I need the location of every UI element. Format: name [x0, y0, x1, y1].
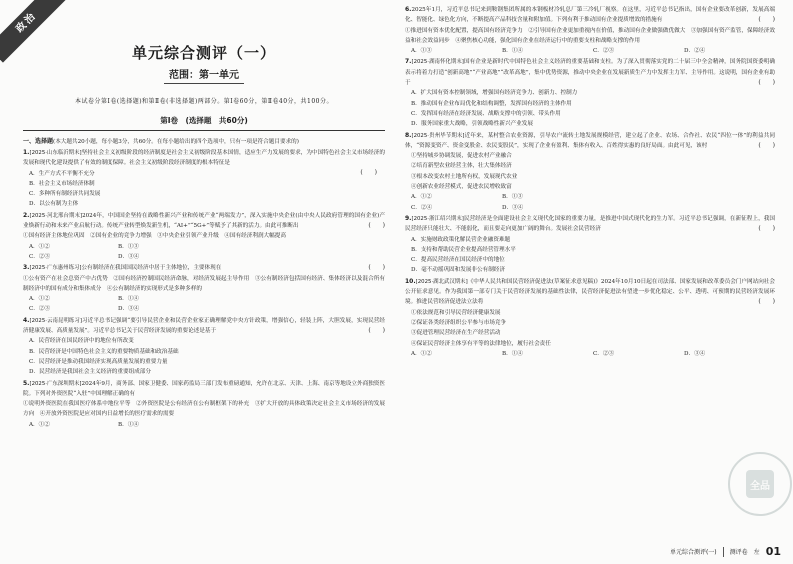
- question-6: [405, 5, 775, 46]
- option: B．推动国有企业布局优化和结构调整，发挥国有经济的主体作用: [411, 100, 572, 107]
- answer-blank: ( ): [758, 298, 775, 306]
- question-3: [23, 263, 385, 294]
- section-instructions: [23, 137, 385, 147]
- question-text: 《中华人民共和国民营经济促进法(草案征求意见稿)》2024年10月10日起在司法部、国家发展和改革委员会门户网站向社会公开征求意见。作为我国第一部专门关于民营经济发展的基础性法律，民营经济促进法有望进一步优化稳定、公平、透明、可预期的民营经济发展环境。推进民营经济促进法立法将: [405, 278, 776, 306]
- answer-blank: ( ): [758, 79, 775, 87]
- options-row: [23, 420, 385, 430]
- page-title: 单元综合测评（一）: [131, 44, 276, 62]
- question-8: [405, 131, 775, 152]
- question-number: 2.: [23, 211, 30, 219]
- option: A．①②: [29, 421, 50, 428]
- question-number: 3.: [23, 264, 30, 272]
- answer-blank: ( ): [758, 141, 775, 149]
- option: B．支持和帮助民营企业提高经营管理水平: [411, 246, 516, 253]
- exam-intro: 本试卷分第Ⅰ卷(选择题)和第Ⅱ卷(非选择题)两部分。第Ⅰ卷60分，第Ⅱ卷40分，共100分。: [75, 98, 333, 105]
- option: C．②③: [29, 306, 51, 313]
- question-text: 国有企业是新时代中国特色社会主义经济的重要基础和支柱。为了深入贯彻落实党的二十届三中全会精神，国务院国资委明确表示将着力打造“创新高地”“产业高地”“改革高地”，集中优势资源，推动中央企业在发展新质生产力中发挥主力军、主导作用。这说明，国有企业有助于: [405, 59, 775, 87]
- question-source: [2025·云南昆明练习]: [29, 317, 82, 324]
- watermark-logo: 全品: [746, 470, 774, 498]
- option: C．多种所有制经济共同发展: [29, 191, 101, 198]
- options-row: [23, 252, 385, 262]
- question-text: 坚持社会主义初级阶段的经济制度是社会主义初级阶段基本国情，适应生产力发展的要求，为中国特色社会主义市场经济的发展和现代化建设提供了有效的制度保障。社会主义初级阶段经济制度的根本特征是: [23, 150, 385, 167]
- statements: ①国有经济主体地位巩固 ②国有企业的竞争力增强 ③中央企业引领产业升级 ④国有经济利润大幅提高: [23, 233, 286, 240]
- option: C．②③: [593, 350, 615, 357]
- question-number: 1.: [23, 149, 30, 156]
- answer-blank: ( ): [360, 169, 377, 176]
- question-source: [2025·河北邢台期末]: [29, 212, 83, 219]
- options-row: [23, 294, 385, 304]
- left-column: [23, 0, 385, 430]
- question-number: 9.: [405, 214, 412, 222]
- question-number: 7.: [405, 58, 412, 66]
- option: A．扩大国有资本控制领域，增强国有经济竞争力、创新力、控制力: [411, 90, 578, 97]
- option: B．①④: [502, 350, 523, 357]
- question-text: 近年来，某村整合农业资源，引导农户流转土地发展规模经营，建立起了企业、农场、合作社、农民“四位一体”的利益共同体，“资源变资产、资金变股金、农民变股民”，实现了企业有盈利、集体有收入、百姓得实惠的良好局面。由此可见，该村: [405, 132, 775, 149]
- question-4: [23, 316, 385, 337]
- option: A．①②: [411, 350, 432, 357]
- option: A．①③: [411, 48, 432, 55]
- option: B．民营经济是中国特色社会主义的重要物质基础和政治基础: [29, 348, 179, 355]
- question-number: 10.: [405, 277, 416, 285]
- option: C．②③: [29, 253, 51, 260]
- question-text: 2024年，中国国企坚持在战略性新兴产业和传统产业“两端发力”，深入实施中央企业(由中央人民政府管理的国有企业)产业焕新行动和未来产业启航行动。传统产业转型焕发新生机，“AI+”“5G+”等赋予了其新的活力。由此可推断出: [23, 212, 386, 230]
- section-description: (本大题共20小题，每小题3分，共60分。在每小题给出的四个选项中，只有一项是符合题目要求的): [53, 139, 299, 145]
- option: C．提高民营经济在国民经济中的地位: [411, 257, 505, 264]
- question-number: 8.: [405, 131, 412, 139]
- options-row: [405, 46, 775, 56]
- statement: ②保证各类经济组织公平参与市场竞争: [411, 319, 507, 326]
- answer-blank: ( ): [758, 16, 775, 24]
- page-footer: [670, 545, 781, 558]
- question-text: 习近平总书记强调“要引导民营企业和民营企业家正确理解党中央方针政策，增强信心，轻装上阵，大胆发展，实现民营经济健康发展、高质量发展”。习近平总书记关于民营经济发展的重要论述是基于: [23, 317, 385, 335]
- statement: ④保证民营经济主体享有平等的法律地位，履行社会责任: [411, 340, 551, 347]
- option: B．社会主义市场经济体制: [29, 180, 95, 187]
- question-text: 公有制经济在我国国民经济中居于主体地位，主要体现在: [81, 265, 222, 272]
- right-column: [405, 4, 775, 359]
- question-5: [23, 379, 385, 420]
- publisher-watermark: [728, 452, 792, 516]
- option: B．①④: [118, 296, 139, 303]
- footer-label: 单元综合测评(一): [669, 549, 717, 556]
- options-row: [23, 242, 385, 252]
- page-subtitle: 范围：第一单元: [169, 70, 239, 81]
- question-source: [2025·湖北武汉期末]: [415, 278, 468, 285]
- option: C．②③: [593, 48, 615, 55]
- subtitle-underline: [164, 83, 244, 84]
- options-row: [405, 203, 775, 213]
- statements: ①说明外资医院在我国医疗体系中地位平等 ②外资医院是公有经济在公有制框架下的补充 ③扩大开放的具体政策决定社会主义市场经济的发展方向 ④开放外资医院是应对国内日益增长的医疗需求的需要: [23, 401, 385, 418]
- page-number: 01: [765, 545, 781, 558]
- option: B．①③: [502, 194, 523, 201]
- answer-blank: ( ): [758, 225, 775, 233]
- statement: ①坚持城乡协调发展，促进农村产业融合: [411, 153, 512, 160]
- footer-divider: [723, 547, 724, 557]
- question-text: 2025年1月，习近平总书记来到鞍钢集团所属的本钢板材冷轧总厂第三冷轧厂视察。在这里，习近平总书记指出，国有企业要改革创新，发展高端化、智能化、绿色化方向，不断提高产品科技含量和附加值。下列有利于推动国有企业提质增效的措施有: [405, 7, 775, 24]
- question-9: [405, 214, 775, 235]
- answer-blank: ( ): [368, 264, 385, 272]
- option: B．①④: [118, 421, 139, 428]
- option: D．②④: [684, 48, 706, 55]
- option: A．实施财政政策化解民营企业融资难题: [411, 236, 511, 243]
- question-text: 2024年9月，商务部、国家卫健委、国家药监局三部门发布重磅通知，允许在北京、天津、上海、南京等地设立外商独资医院。下列对外资医院“入驻”中国理解正确的有: [23, 380, 386, 397]
- option: D．③④: [118, 306, 140, 313]
- statements: ①公有资产在社会总资产中占优势 ②国有经济控制国民经济命脉，对经济发展起主导作用 ③公有制经济包括国有经济、集体经济以及混合所有制经济中的国有成分和集体成分 ④公有制经济的实现形式是多种多样的: [23, 275, 385, 292]
- answer-blank: ( ): [368, 222, 385, 230]
- statement: ③促进管理民营经济在生产经营活动: [411, 330, 501, 337]
- question-number: 5.: [23, 379, 30, 387]
- footer-side: 左: [753, 549, 760, 556]
- option: D．③④: [502, 204, 524, 211]
- subject-ribbon: 政治: [0, 0, 67, 63]
- option: A．生产方式不平衡不充分: [29, 170, 95, 177]
- question-number: 6.: [405, 6, 412, 13]
- question-text: 民营经济是全面建设社会主义现代化国家的重要力量，是推进中国式现代化的生力军。习近平总书记强调，在新征程上，我国民营经济只能壮大、不能弱化，而且要走向更加广阔的舞台。发展社会民营经济: [405, 215, 775, 233]
- options-row: [405, 349, 775, 359]
- options-row: [23, 304, 385, 314]
- option: D．服务国家重大战略，引领战略性新兴产业发展: [411, 121, 533, 128]
- statement: ④创新农业经营模式，促进农民增收致富: [411, 184, 512, 191]
- section-heading: 第Ⅰ卷 (选择题 共60分): [23, 115, 385, 131]
- question-number: 4.: [23, 316, 30, 324]
- question-2: [23, 211, 385, 242]
- option: A．①②: [411, 194, 432, 201]
- option: C．民营经济是推动我国经济实现高质量发展的重要力量: [29, 358, 168, 365]
- question-10: [405, 277, 775, 308]
- option: B．①④: [502, 48, 523, 55]
- question-source: [2025·浙江绍兴期末]: [411, 215, 464, 222]
- question-source: [2025·贵州毕节期末]: [411, 132, 465, 139]
- option: C．发挥国有经济在经济发展、战略支撑中的引领、带头作用: [411, 110, 561, 117]
- answer-blank: ( ): [368, 327, 385, 335]
- section-label: 一、选择题: [23, 138, 54, 145]
- footer-type: 测评卷: [729, 549, 748, 556]
- option: D．③④: [118, 253, 140, 260]
- option: D．民营经济是我国社会主义经济的重要组成部分: [29, 369, 151, 376]
- option: A．民营经济在国民经济中的地位有所改变: [29, 338, 134, 345]
- option: D．毫不动摇巩固和发展非公有制经济: [411, 267, 505, 274]
- statement: ①依法规范和引导民营经济健康发展: [411, 309, 501, 316]
- statement: ③根本改变农村土地所有权，发展现代农业: [411, 173, 518, 180]
- option: B．①③: [118, 243, 139, 250]
- option: D．以公有制为主体: [29, 201, 79, 208]
- question-source: [2025·广东深圳期末]: [29, 380, 82, 387]
- question-source: [2025·湖南怀化期末]: [411, 59, 464, 66]
- options-row: [405, 192, 775, 202]
- question-source: [2025·广东惠州练习]: [29, 265, 82, 272]
- option: A．①②: [29, 243, 50, 250]
- question-7: [405, 57, 775, 88]
- question-source: [2025·山东临沂期末]: [29, 150, 82, 156]
- option: C．②④: [411, 204, 433, 211]
- statements: ①推进国有资本优化配置，提高国有经济竞争力 ②引导国有企业更加重视内在价值，推动国有企业做强做优做大 ③加强国有资产监管，保障经济效益和社会效益同步 ④聚焦核心功能，强化国有企业在经济运行中的重要支柱和战略支撑的作用: [405, 27, 775, 44]
- statement: ②培育新型农业经营主体，壮大集体经济: [411, 163, 512, 170]
- option: A．①②: [29, 296, 50, 303]
- option: D．③④: [684, 350, 706, 357]
